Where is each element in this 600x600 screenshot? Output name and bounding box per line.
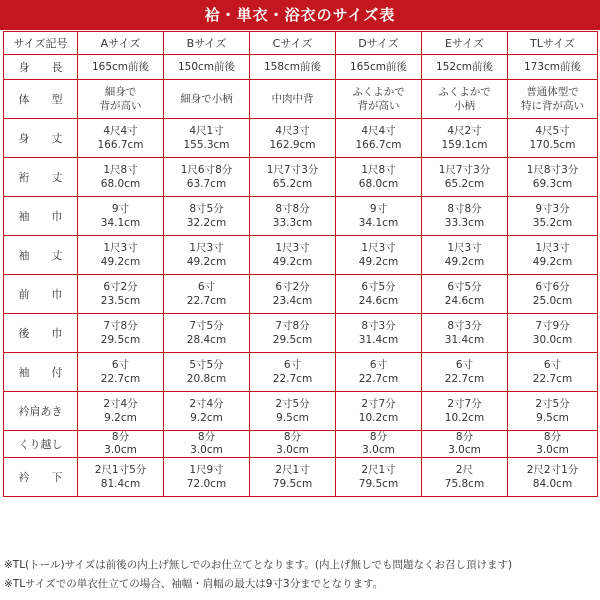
cell-line: ふくよかで [352, 86, 405, 98]
cell-line: 158cm前後 [263, 60, 322, 73]
cell-line: 65.2cm [444, 178, 485, 190]
table-cell [508, 119, 598, 158]
cell-line: 中肉中背 [271, 93, 314, 105]
table-title: 袷・単衣・浴衣のサイズ表 [0, 0, 600, 30]
table-cell [422, 119, 508, 158]
cell-line: 4尺1寸 [189, 125, 224, 137]
cell-line: 63.7cm [186, 178, 227, 190]
cell-line: 9寸 [111, 203, 130, 215]
cell-line: 49.2cm [186, 256, 227, 268]
cell-line: 22.7cm [272, 373, 313, 385]
cell-line: 細身で [104, 86, 137, 98]
table-cell [164, 80, 250, 119]
cell-line: 75.8cm [444, 478, 485, 490]
cell-line: 6寸2分 [275, 281, 310, 293]
table-cell [164, 119, 250, 158]
cell-line: 6寸6分 [535, 281, 570, 293]
table-cell [422, 458, 508, 497]
cell-line: 6寸2分 [103, 281, 138, 293]
row-label: 身 長 [4, 55, 78, 80]
cell-line: 細身で小柄 [180, 93, 233, 105]
table-cell [164, 275, 250, 314]
cell-line: 小柄 [454, 100, 475, 112]
table-cell [508, 275, 598, 314]
table-cell [250, 55, 336, 80]
cell-line: 84.0cm [532, 478, 573, 490]
cell-line: 162.9cm [269, 139, 316, 151]
table-cell [422, 197, 508, 236]
cell-line: 29.5cm [100, 334, 141, 346]
table-cell [336, 431, 422, 458]
table-cell [336, 392, 422, 431]
table-cell [422, 158, 508, 197]
cell-line: 8分 [111, 431, 130, 443]
cell-line: 9.5cm [536, 412, 569, 424]
row-label: 袖 巾 [4, 197, 78, 236]
table-cell [250, 158, 336, 197]
cell-line: 8寸3分 [361, 320, 396, 332]
cell-line: 1尺8寸 [103, 164, 138, 176]
cell-line: 6寸 [455, 359, 474, 371]
cell-line: 6寸 [283, 359, 302, 371]
table-cell [78, 314, 164, 353]
table-cell [508, 80, 598, 119]
cell-line: 2寸7分 [447, 398, 482, 410]
cell-line: 8分 [283, 431, 302, 443]
row-label: 身 丈 [4, 119, 78, 158]
cell-line: 28.4cm [186, 334, 227, 346]
cell-line: 24.6cm [358, 295, 399, 307]
table-cell [508, 353, 598, 392]
row-label: くり越し [4, 431, 78, 458]
table-cell [78, 55, 164, 80]
table-cell [508, 158, 598, 197]
notes [4, 556, 598, 594]
table-cell [336, 119, 422, 158]
cell-line: 35.2cm [532, 217, 573, 229]
cell-line: 1尺6寸8分 [180, 164, 233, 176]
cell-line: 4尺2寸 [447, 125, 482, 137]
cell-line: 2尺2寸1分 [526, 464, 579, 476]
table-cell [422, 275, 508, 314]
cell-line: ふくよかで [438, 86, 491, 98]
table-row [4, 431, 598, 458]
table-cell [336, 275, 422, 314]
cell-line: 22.7cm [186, 295, 227, 307]
table-cell [422, 55, 508, 80]
cell-line: 3.0cm [276, 444, 309, 456]
cell-line: 69.3cm [532, 178, 573, 190]
header-size-d: Dサイズ [336, 32, 422, 55]
table-cell [508, 55, 598, 80]
cell-line: 8寸8分 [447, 203, 482, 215]
table-cell [336, 458, 422, 497]
cell-line: 33.3cm [444, 217, 485, 229]
table-cell [250, 353, 336, 392]
table-cell [164, 55, 250, 80]
table-row [4, 55, 598, 80]
row-label: 後 巾 [4, 314, 78, 353]
cell-line: 3.0cm [104, 444, 137, 456]
table-cell [250, 392, 336, 431]
table-row [4, 275, 598, 314]
table-cell [164, 236, 250, 275]
cell-line: 159.1cm [441, 139, 488, 151]
table-cell [422, 392, 508, 431]
cell-line: 165cm前後 [349, 60, 408, 73]
table-cell [250, 431, 336, 458]
cell-line: 49.2cm [272, 256, 313, 268]
cell-line: 5寸5分 [189, 359, 224, 371]
table-cell [336, 236, 422, 275]
cell-line: 25.0cm [532, 295, 573, 307]
row-label: 体 型 [4, 80, 78, 119]
table-cell [164, 431, 250, 458]
row-label: 裄 丈 [4, 158, 78, 197]
cell-line: 81.4cm [100, 478, 141, 490]
table-cell [78, 80, 164, 119]
table-cell [78, 431, 164, 458]
cell-line: 7寸5分 [189, 320, 224, 332]
cell-line: 2尺1寸 [361, 464, 396, 476]
table-cell [422, 80, 508, 119]
table-row [4, 314, 598, 353]
cell-line: 79.5cm [358, 478, 399, 490]
table-cell [164, 158, 250, 197]
table-cell [250, 197, 336, 236]
cell-line: 24.6cm [444, 295, 485, 307]
table-row [4, 458, 598, 497]
table-cell [78, 392, 164, 431]
table-cell [422, 236, 508, 275]
cell-line: 165cm前後 [91, 60, 150, 73]
cell-line: 173cm前後 [523, 60, 582, 73]
cell-line: 1尺8寸3分 [526, 164, 579, 176]
cell-line: 1尺3寸 [535, 242, 570, 254]
cell-line: 170.5cm [529, 139, 576, 151]
cell-line: 34.1cm [358, 217, 399, 229]
cell-line: 6寸5分 [361, 281, 396, 293]
cell-line: 34.1cm [100, 217, 141, 229]
cell-line: 9寸 [369, 203, 388, 215]
table-cell [508, 314, 598, 353]
table-cell [508, 236, 598, 275]
table-cell [78, 197, 164, 236]
cell-line: 3.0cm [448, 444, 481, 456]
table-cell [422, 314, 508, 353]
table-cell [164, 458, 250, 497]
cell-line: 8寸5分 [189, 203, 224, 215]
cell-line: 22.7cm [358, 373, 399, 385]
cell-line: 79.5cm [272, 478, 313, 490]
cell-line: 1尺3寸 [103, 242, 138, 254]
cell-line: 6寸 [369, 359, 388, 371]
table-row [4, 236, 598, 275]
cell-line: 4尺4寸 [103, 125, 138, 137]
cell-line: 23.4cm [272, 295, 313, 307]
table-cell [250, 314, 336, 353]
note-line: ※TLサイズでの単衣仕立ての場合、袖幅・肩幅の最大は9寸3分までとなります。 [4, 578, 384, 590]
cell-line: 8分 [369, 431, 388, 443]
cell-line: 49.2cm [444, 256, 485, 268]
cell-line: 7寸8分 [275, 320, 310, 332]
cell-line: 1尺7寸3分 [266, 164, 319, 176]
table-cell [336, 353, 422, 392]
cell-line: 2寸4分 [189, 398, 224, 410]
header-size-b: Bサイズ [164, 32, 250, 55]
cell-line: 9.2cm [104, 412, 137, 424]
table-cell [250, 275, 336, 314]
cell-line: 2尺1寸 [275, 464, 310, 476]
cell-line: 8分 [197, 431, 216, 443]
cell-line: 152cm前後 [435, 60, 494, 73]
table-cell [164, 314, 250, 353]
table-cell [164, 197, 250, 236]
cell-line: 3.0cm [362, 444, 395, 456]
table-cell [78, 275, 164, 314]
header-size-a: Aサイズ [78, 32, 164, 55]
cell-line: 31.4cm [358, 334, 399, 346]
table-cell [250, 80, 336, 119]
cell-line: 4尺5寸 [535, 125, 570, 137]
cell-line: 特に背が高い [521, 100, 584, 112]
cell-line: 22.7cm [444, 373, 485, 385]
table-cell [250, 458, 336, 497]
row-label: 衿 下 [4, 458, 78, 497]
cell-line: 2寸4分 [103, 398, 138, 410]
table-row [4, 119, 598, 158]
cell-line: 1尺9寸 [189, 464, 224, 476]
cell-line: 9.2cm [190, 412, 223, 424]
table-cell [422, 353, 508, 392]
table-cell [508, 431, 598, 458]
table-cell [78, 458, 164, 497]
cell-line: 29.5cm [272, 334, 313, 346]
cell-line: 8寸8分 [275, 203, 310, 215]
cell-line: 2寸5分 [535, 398, 570, 410]
table-cell [78, 353, 164, 392]
cell-line: 72.0cm [186, 478, 227, 490]
table-cell [164, 392, 250, 431]
cell-line: 6寸 [543, 359, 562, 371]
cell-line: 背が高い [99, 100, 142, 112]
cell-line: 背が高い [357, 100, 400, 112]
table-cell [422, 431, 508, 458]
cell-line: 49.2cm [358, 256, 399, 268]
cell-line: 2尺 [455, 464, 474, 476]
cell-line: 1尺3寸 [447, 242, 482, 254]
cell-line: 9.5cm [276, 412, 309, 424]
cell-line: 68.0cm [358, 178, 399, 190]
cell-line: 68.0cm [100, 178, 141, 190]
table-row [4, 197, 598, 236]
cell-line: 4尺3寸 [275, 125, 310, 137]
size-table [3, 31, 598, 497]
cell-line: 49.2cm [100, 256, 141, 268]
cell-line: 1尺3寸 [189, 242, 224, 254]
cell-line: 31.4cm [444, 334, 485, 346]
cell-line: 166.7cm [97, 139, 144, 151]
cell-line: 22.7cm [100, 373, 141, 385]
cell-line: 8分 [455, 431, 474, 443]
cell-line: 6寸 [111, 359, 130, 371]
cell-line: 普通体型で [526, 86, 579, 98]
cell-line: 9寸3分 [535, 203, 570, 215]
cell-line: 33.3cm [272, 217, 313, 229]
cell-line: 1尺3寸 [275, 242, 310, 254]
header-size-code: サイズ記号 [4, 32, 78, 55]
table-row [4, 392, 598, 431]
cell-line: 20.8cm [186, 373, 227, 385]
cell-line: 10.2cm [444, 412, 485, 424]
note-line: ※TL(トール)サイズは前後の内上げ無しでのお仕立てとなります。(内上げ無しでも問題なくお召し頂けます) [4, 559, 513, 571]
cell-line: 3.0cm [190, 444, 223, 456]
table-row [4, 353, 598, 392]
table-row [4, 158, 598, 197]
table-cell [508, 392, 598, 431]
cell-line: 23.5cm [100, 295, 141, 307]
cell-line: 65.2cm [272, 178, 313, 190]
cell-line: 8寸3分 [447, 320, 482, 332]
cell-line: 32.2cm [186, 217, 227, 229]
table-cell [250, 119, 336, 158]
cell-line: 8分 [543, 431, 562, 443]
table-row [4, 80, 598, 119]
row-label: 衿肩あき [4, 392, 78, 431]
table-cell [78, 236, 164, 275]
header-size-c: Cサイズ [250, 32, 336, 55]
cell-line: 150cm前後 [177, 60, 236, 73]
table-cell [250, 236, 336, 275]
header-size-tl: TLサイズ [508, 32, 598, 55]
table-cell [78, 119, 164, 158]
table-cell [336, 314, 422, 353]
cell-line: 3.0cm [536, 444, 569, 456]
cell-line: 7寸8分 [103, 320, 138, 332]
cell-line: 2寸5分 [275, 398, 310, 410]
table-cell [164, 353, 250, 392]
cell-line: 2寸7分 [361, 398, 396, 410]
table-cell [508, 197, 598, 236]
header-size-e: Eサイズ [422, 32, 508, 55]
cell-line: 22.7cm [532, 373, 573, 385]
row-label: 袖 丈 [4, 236, 78, 275]
row-label: 袖 付 [4, 353, 78, 392]
table-cell [336, 55, 422, 80]
table-cell [336, 158, 422, 197]
header-row [4, 32, 598, 55]
cell-line: 1尺3寸 [361, 242, 396, 254]
cell-line: 6寸5分 [447, 281, 482, 293]
table-cell [508, 458, 598, 497]
table-cell [336, 197, 422, 236]
cell-line: 6寸 [197, 281, 216, 293]
row-label: 前 巾 [4, 275, 78, 314]
cell-line: 10.2cm [358, 412, 399, 424]
cell-line: 1尺8寸 [361, 164, 396, 176]
cell-line: 1尺7寸3分 [438, 164, 491, 176]
cell-line: 30.0cm [532, 334, 573, 346]
cell-line: 2尺1寸5分 [94, 464, 147, 476]
cell-line: 7寸9分 [535, 320, 570, 332]
table-cell [78, 158, 164, 197]
cell-line: 166.7cm [355, 139, 402, 151]
cell-line: 49.2cm [532, 256, 573, 268]
cell-line: 4尺4寸 [361, 125, 396, 137]
cell-line: 155.3cm [183, 139, 230, 151]
table-cell [336, 80, 422, 119]
